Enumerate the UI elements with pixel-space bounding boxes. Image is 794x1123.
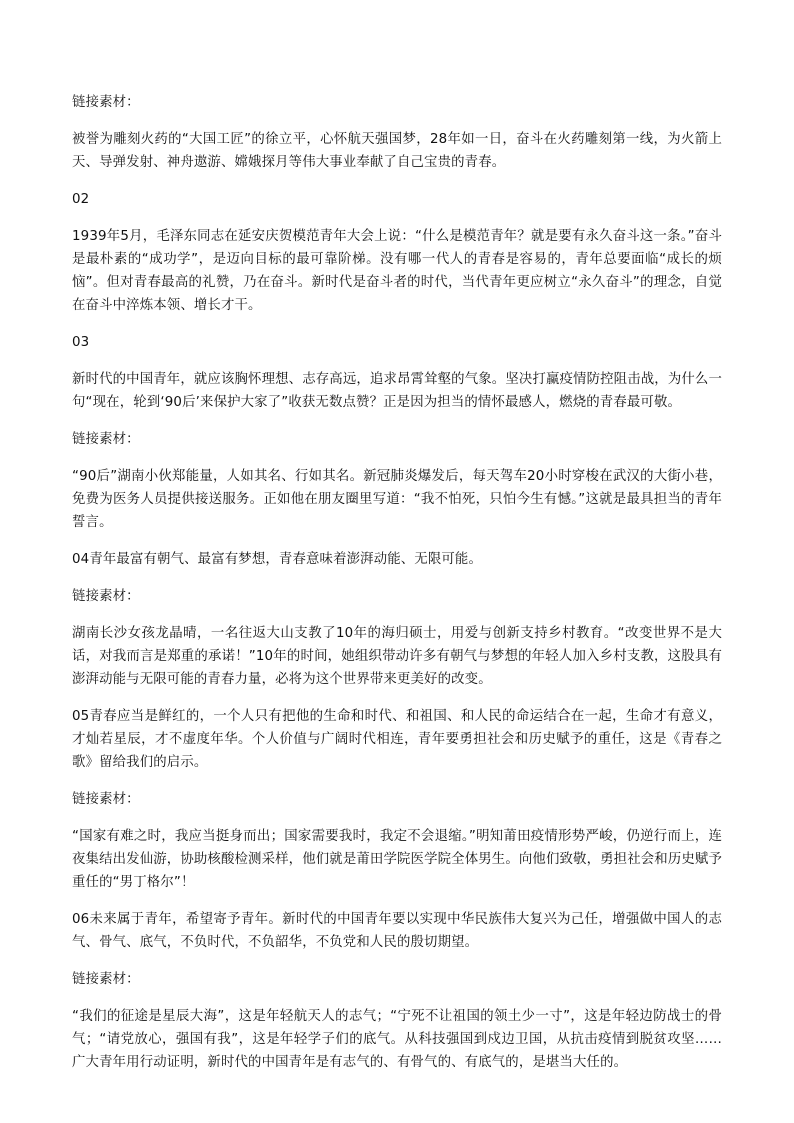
section-04-paragraph: 04青年最富有朝气、最富有梦想，青春意味着澎湃动能、无限可能。 [72,552,483,567]
paragraph-zheng-nengliang: “90后”湖南小伙郑能量，人如其名、行如其名。新冠肺炎爆发后，每天驾车20小时穿梭在武汉的大街小巷，免费为医务人员提供接送服务。正如他在朋友圈里写道：“我不怕死，只怕今生有憾。”这就是最具担当的青年誓言。 [72,469,722,530]
material-label: 链接素材： [72,589,140,604]
paragraph-putian-students: “国家有难之时，我应当挺身而出；国家需要我时，我定不会退缩。”明知莆田疫情形势严峻，仍逆行而上，连夜集结出发仙游，协助核酸检测采样，他们就是莆田学院医学院全体男生。向他们致敬，勇担社会和历史赋予重任的“男丁格尔”！ [72,829,722,890]
paragraph-stars-and-sea: “我们的征途是星辰大海”，这是年轻航天人的志气；“宁死不让祖国的领土少一寸”，这是年轻边防战士的骨气；“请党放心，强国有我”，这是年轻学子们的底气。从科技强国到戍边卫国，从抗击疫情到脱贫攻坚……广大青年用行动证明，新时代的中国青年是有志气的、有骨气的、有底气的，是堪当大任的。 [72,1009,722,1070]
material-label: 链接素材： [72,792,140,807]
paragraph-new-era-youth: 新时代的中国青年，就应该胸怀理想、志存高远，追求昂霄耸壑的气象。坚决打赢疫情防控阻击战，为什么一句“现在，轮到‘90后’来保护大家了”收获无数点赞？正是因为担当的情怀最感人，燃烧的青春最可敬。 [72,372,722,410]
material-label: 链接素材： [72,95,140,110]
paragraph-xu-liping: 被誉为雕刻火药的“大国工匠”的徐立平，心怀航天强国梦，28年如一日，奋斗在火药雕刻第一线，为火箭上天、导弹发射、神舟遨游、嫦娥探月等伟大事业奉献了自己宝贵的青春。 [72,132,722,170]
material-label: 链接素材： [72,972,140,987]
section-number-03: 03 [72,335,90,350]
document-page [72,91,722,1088]
section-05-paragraph: 05青春应当是鲜红的，一个人只有把他的生命和时代、和祖国、和人民的命运结合在一起，生命才有意义，才灿若星辰，才不虚度年华。个人价值与广阔时代相连，青年要勇担社会和历史赋予的重任，这是《青春之歌》留给我们的启示。 [72,709,722,770]
material-label: 链接素材： [72,432,140,447]
section-06-paragraph: 06未来属于青年，希望寄予青年。新时代的中国青年要以实现中华民族伟大复兴为己任，增强做中国人的志气、骨气、底气，不负时代，不负韶华，不负党和人民的殷切期望。 [72,912,722,950]
paragraph-1939-model-youth: 1939年5月，毛泽东同志在延安庆贺模范青年大会上说：“什么是模范青年？就是要有永久奋斗这一条。”奋斗是最朴素的“成功学”，是迈向目标的最可靠阶梯。没有哪一代人的青春是容易的，青年总要面临“成长的烦恼”。但对青春最高的礼赞，乃在奋斗。新时代是奋斗者的时代，当代青年更应树立“永久奋斗”的理念，自觉在奋斗中淬炼本领、增长才干。 [72,229,722,313]
section-number-02: 02 [72,192,90,207]
paragraph-long-jingqing: 湖南长沙女孩龙晶晴，一名往返大山支教了10年的海归硕士，用爱与创新支持乡村教育。“改变世界不是大话，对我而言是郑重的承诺！”10年的时间，她组织带动许多有朝气与梦想的年轻人加入乡村支教，这股具有澎湃动能与无限可能的青春力量，必将为这个世界带来更美好的改变。 [72,626,722,687]
